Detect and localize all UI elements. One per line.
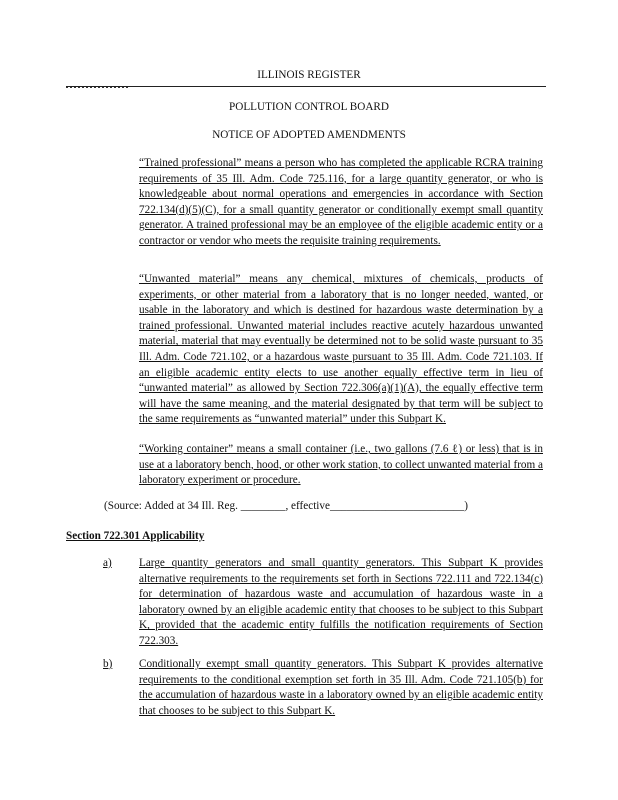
register-title: ILLINOIS REGISTER — [257, 69, 361, 81]
definition-trained-professional — [139, 156, 543, 250]
header-rule — [66, 86, 546, 87]
definition-unwanted-material — [139, 272, 543, 428]
definition-text: “Unwanted material” means any chemical, mixtures of chemicals, products of experiments, or other material from a laboratory that is no longer needed, wanted, or usable in the laboratory and which is destined for hazardous waste determination by a trained professional. Unwanted material includes reactive acutely hazardous unwanted material, material that may eventually be determined not to be solid waste pursuant to 35 Ill. Adm. Code 721.102, or a hazardous waste pursuant to 35 Ill. Adm. Code 721.103. If an eligible academic entity elects to use another equally effective term in lieu of “unwanted material” as allowed by Section 722.306(a)(1)(A), the equally effective term will have the same meaning, and the material designated by that term will be subject to the same requirements as “unwanted material” under this Subpart K. — [139, 273, 543, 426]
definition-working-container — [139, 442, 543, 489]
section-heading: Section 722.301 Applicability — [66, 530, 205, 542]
item-label: b) — [103, 658, 113, 670]
board-title: POLLUTION CONTROL BOARD — [229, 101, 389, 113]
item-text: Large quantity generators and small quantity generators. This Subpart K provides alternative requirements to the requirements set forth in Sections 722.111 and 722.134(c) for determination of hazardous waste and accumulation of hazardous waste in a laboratory owned by an eligible academic entity that chooses to be subject to this Subpart K, provided that the academic entity fulfills the notification requirements of Section 722.303. — [139, 557, 543, 647]
source-note: (Source: Added at 34 Ill. Reg. ________, effective________________________) — [104, 500, 468, 512]
item-label: a) — [103, 557, 112, 569]
item-text: Conditionally exempt small quantity generators. This Subpart K provides alternative requirements to the conditional exemption set forth in 35 Ill. Adm. Code 721.105(b) for the accumulation of hazardous waste in a laboratory owned by an eligible academic entity that chooses to be subject to this Subpart K. — [139, 658, 543, 717]
definition-text: “Working container” means a small container (i.e., two gallons (7.6 ℓ) or less) that is in use at a laboratory bench, hood, or other work station, to collect unwanted material from a laboratory experiment or procedure. — [139, 443, 543, 487]
notice-title: NOTICE OF ADOPTED AMENDMENTS — [212, 129, 406, 141]
definition-text: “Trained professional” means a person who has completed the applicable RCRA training requirements of 35 Ill. Adm. Code 725.116, for a large quantity generator, or who is knowledgeable about normal operations and emergencies in accordance with Section 722.134(d)(5)(C), for a small quantity generator or conditionally exempt small quantity generator. A trained professional may be an employee of the eligible academic entity or a contractor or vendor who meets the requisite training requirements. — [139, 157, 543, 247]
